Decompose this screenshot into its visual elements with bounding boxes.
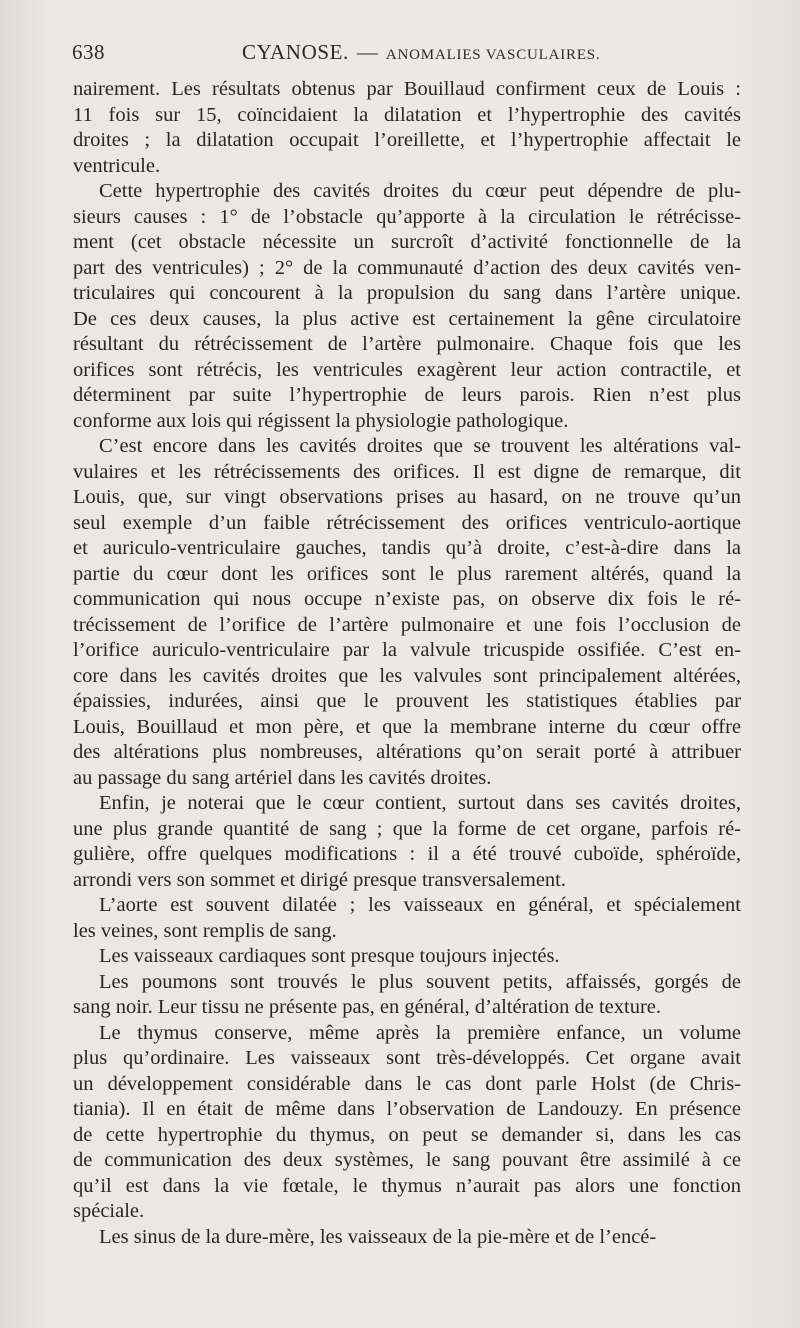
text-line: part des ventricules) ; 2° de la communauté d’action des deux cavités ven- xyxy=(73,256,741,279)
text-line: droites ; la dilatation occupait l’oreillette, et l’hypertrophie affectait le xyxy=(73,129,741,151)
text-line: partie du cœur dont les orifices sont le plus rarement altérés, quand la xyxy=(73,562,741,585)
page-number: 638 xyxy=(72,40,105,64)
text-line: l’orifice auriculo-ventriculaire par la valvule tricuspide ossifiée. C’est en- xyxy=(73,639,741,661)
paragraph xyxy=(73,1021,741,1225)
text-line: Le thymus conserve, même après la première enfance, un volume xyxy=(99,1021,741,1044)
paragraph xyxy=(73,1225,741,1251)
text-line: Cette hypertrophie des cavités droites du cœur peut dépendre de plu- xyxy=(99,180,741,202)
text-line: L’aorte est souvent dilatée ; les vaisseaux en général, et spécialement xyxy=(99,894,741,916)
text-line: résultant du rétrécissement de l’artère pulmonaire. Chaque fois que les xyxy=(73,333,741,355)
text-line: triculaires qui concourent à la propulsion du sang dans l’artère unique. xyxy=(73,282,741,304)
text-line: de cette hypertrophie du thymus, on peut se demander si, dans les cas xyxy=(73,1123,741,1146)
text-line: ment (cet obstacle nécessite un surcroît d’activité fonctionnelle de la xyxy=(73,231,741,253)
text-line: épaissies, indurées, ainsi que le prouvent les statistiques établies par xyxy=(73,690,741,712)
text-line: un développement considérable dans le cas dont parle Holst (de Chris- xyxy=(73,1072,741,1095)
text-line: arrondi vers son sommet et dirigé presque transversalement. xyxy=(73,868,566,891)
text-line: vulaires et les rétrécissements des orifices. Il est digne de remarque, dit xyxy=(73,460,741,483)
text-line: une plus grande quantité de sang ; que la forme de cet organe, parfois ré- xyxy=(73,817,741,840)
text-line: seul exemple d’un faible rétrécissement des orifices ventriculo-aortique xyxy=(73,511,741,534)
paragraph xyxy=(73,970,741,1021)
text-line: au passage du sang artériel dans les cavités droites. xyxy=(73,766,492,789)
text-line: spéciale. xyxy=(73,1200,145,1222)
text-line: Les vaisseaux cardiaques sont presque toujours injectés. xyxy=(99,945,560,967)
paragraph xyxy=(73,791,741,893)
text-line: de communication des deux systèmes, le sang pouvant être assimilé à ce xyxy=(73,1149,741,1171)
text-line: communication qui nous occupe n’existe pas, on observe dix fois le ré- xyxy=(73,588,741,610)
paragraph xyxy=(73,179,741,434)
text-line: gulière, offre quelques modifications : il a été trouvé cuboïde, sphéroïde, xyxy=(73,843,741,865)
text-line: déterminent par suite l’hypertrophie de leurs parois. Rien n’est plus xyxy=(73,384,741,406)
text-line: qu’il est dans la vie fœtale, le thymus n’aurait pas alors une fonction xyxy=(73,1174,741,1197)
text-line: orifices sont rétrécis, les ventricules exagèrent leur action contractile, et xyxy=(73,358,741,381)
text-line: C’est encore dans les cavités droites que se trouvent les altérations val- xyxy=(99,435,741,457)
text-line: 11 fois sur 15, coïncidaient la dilatation et l’hypertrophie des cavités xyxy=(73,103,741,126)
running-title-dash: — xyxy=(356,40,378,64)
text-line: De ces deux causes, la plus active est certainement la gêne circulatoire xyxy=(73,307,741,330)
text-line: Enfin, je noterai que le cœur contient, surtout dans ses cavités droites, xyxy=(99,792,741,814)
running-title-sub: ANOMALIES VASCULAIRES. xyxy=(385,47,601,63)
running-title xyxy=(242,40,600,65)
paragraph xyxy=(73,434,741,791)
text-line: Les poumons sont trouvés le plus souvent petits, affaissés, gorgés de xyxy=(99,970,741,993)
body-text xyxy=(73,77,741,1250)
text-line: Louis, que, sur vingt observations prises au hasard, on ne trouve qu’un xyxy=(73,486,741,508)
page-header xyxy=(72,40,744,68)
text-line: plus qu’ordinaire. Les vaisseaux sont très-développés. Cet organe avait xyxy=(73,1047,741,1069)
text-line: core dans les cavités droites que les valvules sont principalement altérées, xyxy=(73,664,741,687)
text-line: sieurs causes : 1° de l’obstacle qu’apporte à la circulation le rétrécisse- xyxy=(73,205,741,228)
paragraph xyxy=(73,893,741,944)
text-line: des altérations plus nombreuses, altérations qu’on serait porté à attribuer xyxy=(73,741,741,763)
text-line: ventricule. xyxy=(73,154,161,177)
text-line: nairement. Les résultats obtenus par Bouillaud confirment ceux de Louis : xyxy=(73,78,741,100)
text-line: conforme aux lois qui régissent la physiologie pathologique. xyxy=(73,409,569,432)
text-line: les veines, sont remplis de sang. xyxy=(73,919,337,942)
text-line: sang noir. Leur tissu ne présente pas, en général, d’altération de texture. xyxy=(73,996,662,1018)
running-title-main: CYANOSE. xyxy=(242,40,349,64)
text-line: trécissement de l’orifice de l’artère pulmonaire et une fois l’occlusion de xyxy=(73,613,741,636)
text-line: tiania). Il en était de même dans l’observation de Landouzy. En présence xyxy=(73,1098,741,1120)
text-line: et auriculo-ventriculaire gauches, tandis qu’à droite, c’est-à-dire dans la xyxy=(73,537,741,559)
text-line: Les sinus de la dure-mère, les vaisseaux de la pie-mère et de l’encé- xyxy=(99,1225,657,1248)
paragraph xyxy=(73,944,741,970)
text-line: Louis, Bouillaud et mon père, et que la membrane interne du cœur offre xyxy=(73,715,741,738)
paragraph xyxy=(73,77,741,179)
